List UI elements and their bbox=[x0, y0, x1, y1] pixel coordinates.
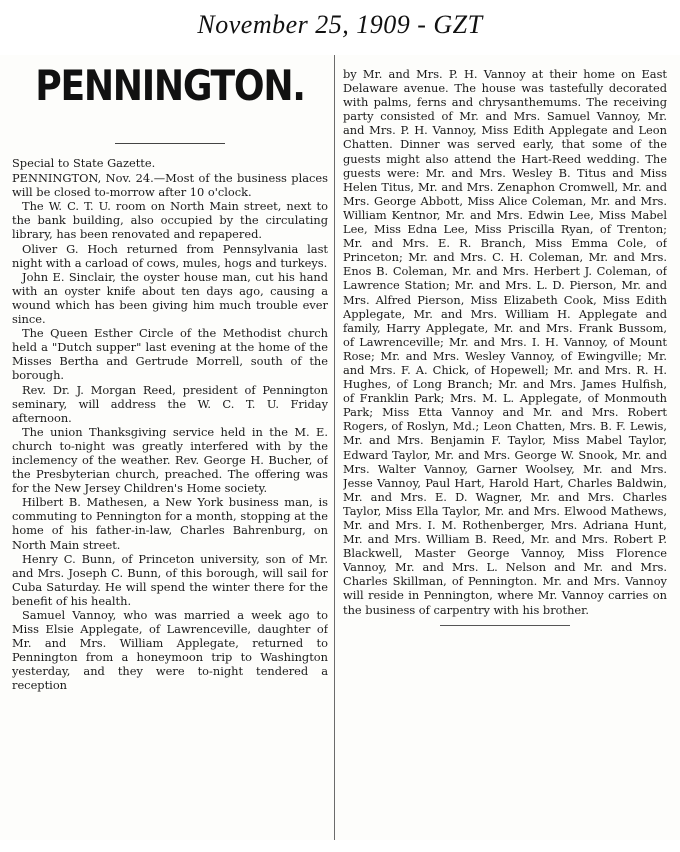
article-paragraph: by Mr. and Mrs. P. H. Vannoy at their home on East Delaware avenue. The house was tastefully decorated with palms, ferns and chrysanthemums. The receiving party consisted of Mr. and Mrs. Samuel Vannoy, Mr. and Mrs. P. H. Vannoy, Miss Edith Applegate and Leon Chatten. Dinner was served early, that some of the guests might also attend the Hart-Reed wedding. The guests were: Mr. and Mrs. Wesley B. Titus and Miss Helen Titus, Mr. and Mrs. Zenaphon Cromwell, Mr. and Mrs. George Abbott, Miss Alice Coleman, Mr. and Mrs. William Kentnor, Mr. and Mrs. Edwin Lee, Miss Mabel Lee, Miss Edna Lee, Miss Priscilla Ryan, of Trenton; Mr. and Mrs. E. R. Branch, Miss Emma Cole, of Princeton; Mr. and Mrs. C. H. Coleman, Mr. and Mrs. Enos B. Coleman, Mr. and Mrs. Herbert J. Coleman, of Lawrence Station; Mr. and Mrs. L. D. Pierson, Mr. and Mrs. Alfred Pierson, Miss Elizabeth Cook, Miss Edith Applegate, Mr. and Mrs. William H. Applegate and family, Harry Applegate, Mr. and Mrs. Frank Bussom, of Lawrenceville; Mr. and Mrs. I. H. Vannoy, of Mount Rose; Mr. and Mrs. Wesley Vannoy, of Ewingville; Mr. and Mrs. F. A. Chick, of Hopewell; Mr. and Mrs. R. H. Hughes, of Long Branch; Mr. and Mrs. James Hulfish, of Franklin Park; Mrs. M. L. Applegate, of Monmouth Park; Miss Etta Vannoy and Mr. and Mrs. Robert Rogers, of Roslyn, Md.; Leon Chatten, Mrs. B. F. Lewis, Mr. and Mrs. Benjamin F. Taylor, Miss Mabel Taylor, Edward Taylor, Mr. and Mrs. George W. Snook, Mr. and Mrs. Walter Vannoy, Garner Woolsey, Mr. and Mrs. Jesse Vannoy, Paul Hart, Harold Hart, Charles Baldwin, Mr. and Mrs. E. D. Wagner, Mr. and Mrs. Charles Taylor, Miss Ella Taylor, Mr. and Mrs. Elwood Mathews, Mr. and Mrs. I. M. Rothenberger, Mrs. Adriana Hunt, Mr. and Mrs. William B. Reed, Mr. and Mrs. Robert P. Blackwell, Master George Vannoy, Miss Florence Vannoy, Mr. and Mrs. L. Nelson and Mr. and Mrs. Charles Skillman, of Pennington. Mr. and Mrs. Vannoy will reside in Pennington, where Mr. Vannoy carries on the business of carpentry with his brother. bbox=[343, 67, 667, 617]
article-byline: Special to State Gazette. bbox=[12, 156, 156, 170]
article-paragraph: Hilbert B. Mathesen, a New York business man, is commuting to Pennington for a month, stopping at the home of his father-in-law, Charles Bahrenburg, on North Main street. bbox=[12, 495, 328, 552]
article-paragraph: Samuel Vannoy, who was married a week ago to Miss Elsie Applegate, of Lawrenceville, daughter of Mr. and Mrs. William Applegate, returned to Pennington from a honeymoon trip to Washington yesterday, and they were to-night tendered a reception bbox=[12, 608, 328, 693]
clipping-date-header: November 25, 1909 - GZT bbox=[197, 10, 483, 39]
article-paragraph: Rev. Dr. J. Morgan Reed, president of Pennington seminary, will address the W. C. T. U. Friday afternoon. bbox=[12, 382, 328, 425]
article-paragraph: Oliver G. Hoch returned from Pennsylvania last night with a carload of cows, mules, hogs and turkeys. bbox=[12, 241, 328, 270]
column-divider bbox=[334, 55, 335, 840]
newspaper-clipping bbox=[0, 55, 680, 840]
left-column bbox=[12, 55, 328, 840]
article-paragraph: PENNINGTON, Nov. 24.—Most of the business places will be closed to-morrow after 10 o'clock. bbox=[12, 171, 328, 200]
article-headline: PENNINGTON. bbox=[35, 61, 305, 110]
article-end-rule bbox=[440, 625, 570, 626]
article-paragraph: John E. Sinclair, the oyster house man, cut his hand with an oyster knife about ten days ago, causing a wound which has been giving him much trouble ever since. bbox=[12, 269, 328, 327]
article-paragraph: The union Thanksgiving service held in the M. E. church to-night was greatly interfered with by the inclemency of the weather. Rev. George H. Bucher, of the Presbyterian church, preached. The offering was for the New Jersey Children's Home society. bbox=[12, 424, 328, 496]
article-paragraph: The W. C. T. U. room on North Main street, next to the bank building, also occupied by the circulating library, has been renovated and repapered. bbox=[12, 199, 328, 242]
right-column bbox=[343, 67, 667, 852]
headline-divider bbox=[115, 143, 225, 144]
article-paragraph: Henry C. Bunn, of Princeton university, son of Mr. and Mrs. Joseph C. Bunn, of this borough, will sail for Cuba Saturday. He will spend the winter there for the benefit of his health. bbox=[12, 551, 328, 608]
article-paragraph: The Queen Esther Circle of the Methodist church held a "Dutch supper" last evening at the home of the Misses Bertha and Gertrude Morrell, south of the borough. bbox=[12, 326, 328, 383]
